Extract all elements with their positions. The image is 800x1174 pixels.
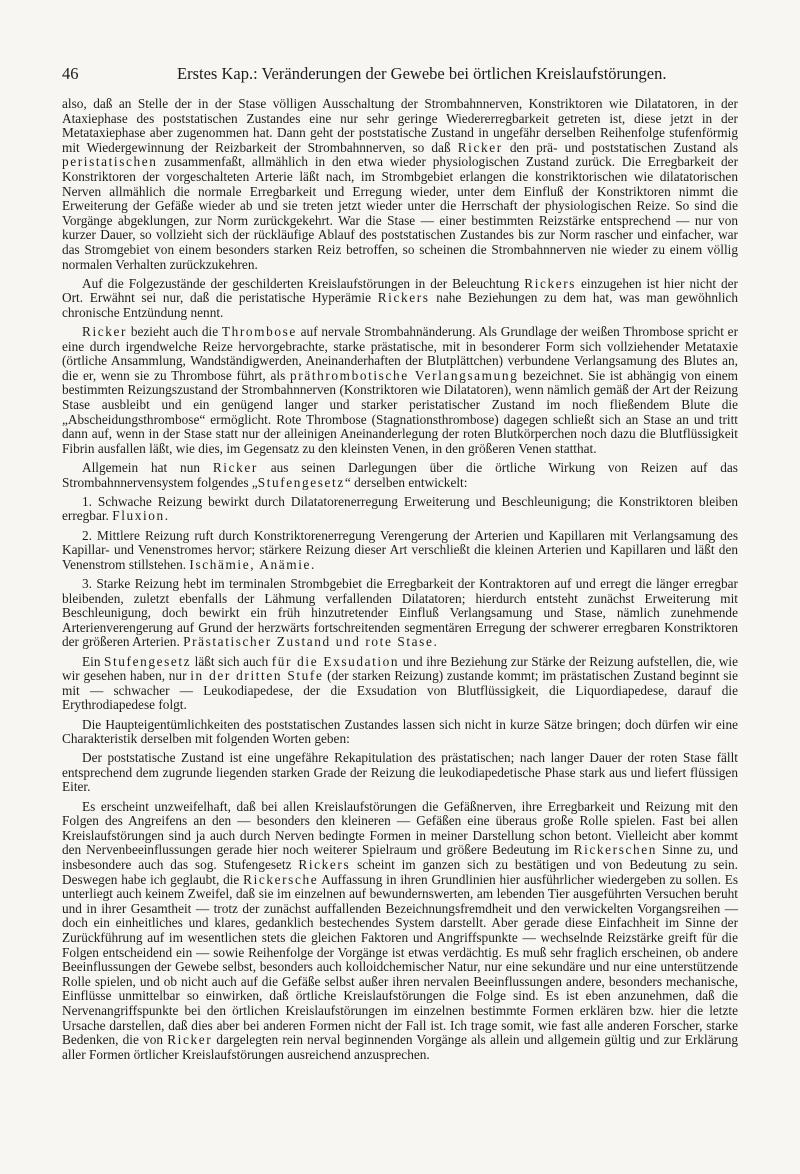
spaced-emphasis: Stufengesetz — [257, 474, 345, 490]
text-run: . — [164, 508, 169, 524]
text-run: einzugehen ist hier nicht der Ort. Erwähnt sei nur, daß die peristatische Hyperämie — [62, 275, 738, 306]
spaced-emphasis: Rickers — [377, 290, 430, 306]
text-run: zusammenfaßt, allmählich in den etwa wieder physiologischen Zustand zurück. Die Erregbarkeit der Konstriktoren der vorgeschalteten Arterie läßt nach, im Strombgebiet erlangen die konstriktorischen wie dilatatorischen Nerven allmählich die normale Erregbarkeit und Erregung wieder, unter dem Einfluß der Konstriktoren nimmt die Erweiterung der Gefäße wieder ab und sie treten jetzt wieder unter die Herrschaft der physiologischen Reize. So sind die Vorgänge abgeklungen, zur Norm zurückgekehrt. War die Stase — einer bestimmten Reizstärke entsprechend — nur von kurzer Dauer, so vollzieht sich der rückläufige Ablauf des poststatischen Zustandes bis zur Norm rascher und einfacher, war das Stromgebiet von einem besonders starken Reiz betroffen, so scheinen die Strombahnnerven nie wieder zu einem völlig normalen Verhalten zurückzukehren. — [62, 154, 738, 272]
spaced-emphasis: für die Exsudation — [271, 653, 400, 669]
text-run: Die Haupteigentümlichkeiten des poststatischen Zustandes lassen sich nicht in kurze Sätze bringen; doch dürfen wir eine Charakteristik derselben mit folgenden Worten geben: — [62, 716, 738, 747]
spaced-emphasis: in der dritten Stufe — [190, 668, 324, 684]
text-run: Es erscheint unzweifelhaft, daß bei allen Kreislaufstörungen die Gefäßnerven, ihre Erregbarkeit und Reizung mit den Folgen des Angreifens an den — besonders den kleineren — Gefäßen eine überaus große Rolle spielen. Fast bei allen Kreislaufstörungen sind ja auch durch Nerven bedingte Formen in meiner Darstellung schon betont. Vielleicht aber kommt den Nervenbeeinflussungen gerade hier noch weiterer Spielraum und größere Bedeutung im — [62, 798, 738, 858]
running-title: Erstes Kap.: Veränderungen der Gewebe bei örtlichen Kreislaufstörungen. — [177, 64, 667, 83]
spaced-emphasis: Ricker — [212, 460, 258, 476]
spaced-emphasis: Rickers — [298, 857, 351, 873]
paragraph — [62, 577, 738, 650]
text-run: scheint im ganzen sich zu bestätigen und von Bedeutung zu sein. Deswegen habe ich geglaubt, die — [62, 857, 738, 887]
text-run: Sinne zu, und insbesondere auch das sog. Stufengesetz — [62, 842, 738, 873]
spaced-emphasis: Stufengesetz — [104, 653, 192, 669]
text-run: dargelegten rein nerval beginnenden Vorgänge als allein und allgemein gültig und zur Erklärung aller Formen örtlicher Kreislaufstörungen ausreichend anzusprechen. — [62, 1032, 739, 1062]
paragraph — [62, 718, 738, 747]
text-run: den prä- und poststatischen Zustand als — [502, 139, 738, 155]
paragraph — [62, 277, 738, 321]
text-run: Der poststatische Zustand ist eine ungefähre Rekapitulation des prästatischen; nach langer Dauer der roten Stase fällt entsprechend dem zugrunde liegenden starken Grade der Reizung die leukodiapedetische Phase stark aus und liefert flüssigen Eiter. — [62, 750, 738, 795]
body-text — [62, 97, 738, 1067]
spaced-emphasis: peristatischen — [62, 154, 158, 170]
spaced-emphasis: Ischämie, Anämie — [189, 556, 312, 572]
spaced-emphasis: Rickers — [524, 275, 577, 291]
text-run: . — [311, 556, 315, 572]
spaced-emphasis: präthrombotische Verlangsamung — [290, 367, 519, 383]
text-run: Auffassung in ihren Grundlinien hier ausführlicher wiedergeben zu sollen. Es unterliegt auch keinem Zweifel, daß sie im einzelnen auf bewundernswerten, am lebenden Tier ausgeführten Versuchen beruht und in ihrer Gesamtheit — trotz der zunächst auffallenden Bezeichnungsfremdheit und den verwickelten Vorgangsreihen — doch ein einheitliches und klares, gedanklich bestechendes System darstellt. Aber gerade diese Einfachheit im Sinne der Zurückführung auf im wesentlichen stets die gleichen Faktoren und Angriffspunkte — wechselnde Reizstärke greift für die Folgen entscheidend ein — sowie Reihenfolge der Vorgänge ist etwas verdächtig. Es muß sehr fraglich erscheinen, ob andere Beeinflussungen der Gewebe selbst, besonders auch kolloidchemischer Natur, nur eine sekundäre und nur eine unterstützende Rolle spielen, und ob nicht auch auf die Gefäße selbst außer ihren nervalen Beeinflussungen andere, besonders mechanische, Einflüsse unmittelbar so einwirken, daß örtliche Kreislaufstörungen die Folge sind. Es ist eben anzunehmen, daß die Nervenangriffspunkte bei den örtlichen Kreislaufstörungen im einzelnen bestimmte Formen erklären bzw. hier die letzte Ursache darstellen, daß dies aber bei anderen Formen nicht der Fall ist. Ich trage somit, wie fast alle anderen Forscher, starke Bedenken, die von — [62, 871, 739, 1048]
paragraph — [62, 655, 738, 713]
page-number: 46 — [62, 64, 79, 83]
text-run: nahe Beziehungen zu dem hat, was man gewöhnlich chronische Entzündung nennt. — [62, 290, 739, 320]
text-run: 2. Mittlere Reizung ruft durch Konstriktorenerregung Verengerung der Arterien und Kapillaren mit Verlangsamung des Kapillar- und Venenstromes hervor; stärkere Reizung dieser Art verschließt die kleinen Arterien und Kapillaren und läßt den Venenstrom stillstehen. — [62, 527, 738, 572]
text-run: bezieht auch die — [127, 324, 222, 340]
text-run: Allgemein hat nun — [82, 460, 213, 476]
spaced-emphasis: Ricker — [82, 324, 128, 340]
text-run: . — [433, 634, 437, 650]
text-run: läßt sich auch — [191, 653, 272, 669]
spaced-emphasis: Ricker — [167, 1032, 213, 1048]
text-run: aus seinen Darlegungen über die örtliche Wirkung von Reizen auf das Strombahnnervensystem folgendes „ — [62, 460, 738, 490]
text-run: 1. Schwache Reizung bewirkt durch Dilatatorenerregung Erweiterung und Beschleunigung; die Konstriktoren bleiben erregbar. — [62, 493, 738, 524]
spaced-emphasis: Fluxion — [112, 508, 165, 524]
paragraph — [62, 97, 738, 272]
paragraph — [62, 800, 738, 1063]
text-run: Auf die Folgezustände der geschilderten Kreislaufstörungen in der Beleuchtung — [82, 275, 525, 291]
text-run: auf nervale Strombahnänderung. Als Grundlage der weißen Thrombose spricht er eine durch irgendwelche Reize hervorgebrachte, starke prästatische, mit in besonderer Form sich vollziehender Metataxie (örtliche Ansammlung, Wandständigwerden, Aneinanderhaften der Blutplättchen) verbundene Verlangsamung des Blutes an, die er, wenn sie zu Thrombose führt, als — [62, 324, 738, 383]
spaced-emphasis: Thrombose — [221, 324, 297, 340]
spaced-emphasis: Prästatischer Zustand und rote Stase — [183, 634, 434, 650]
text-run: also, daß an Stelle der in der Stase völligen Ausschaltung der Strombahnnerven, Konstriktoren wie Dilatatoren, in der Ataxiephase des poststatischen Zustandes eine nur sehr geringe Wiedererregbarkeit getreten ist, diese jetzt in der Metataxiephase aber zugenommen hat. Dann geht der poststatische Zustand in ungefähr derselben Reihenfolge stufenförmig mit Wiedergewinnung der Reizbarkeit der Strombahnnerven, so daß — [62, 96, 738, 155]
paragraph — [62, 529, 738, 573]
text-run: “ derselben entwickelt: — [344, 474, 468, 490]
spaced-emphasis: Rickersche — [243, 871, 319, 887]
text-run: (der starken Reizung) zustande kommt; im prästatischen Zustand beginnt sie mit — schwacher — Leukodiapedese, der die Exsudation von Blutflüssigkeit, die Liquordiapedese, darauf die Erythrodiapedese folgt. — [62, 668, 738, 713]
spaced-emphasis: Ricker — [457, 139, 503, 155]
text-run: Ein — [82, 653, 104, 669]
paragraph — [62, 325, 738, 456]
text-run: bezeichnet. Sie ist abhängig von einem bestimmten Reizungszustand der Strombahnnerven (Konstriktoren wie Dilatatoren), wenn nämlich gemäß der Art der Reizung Stase ausbleibt und ein genügend langer und starker peristatischer Zustand im noch fließendem Blute die „Abscheidungsthrombose“ ermöglicht. Rote Thrombose (Stagnationsthrombose) dagegen schließt sich an Stase an und tritt dann auf, wenn in der Stase statt nur der alleinigen Aneinanderlegung der roten Blutkörperchen noch dazu die Blutflüssigkeit Fibrin ausfallen läßt, wie dies, im Gegensatz zu den kleinsten Venen, in den größeren Venen statthat. — [62, 367, 738, 456]
text-run: und ihre Beziehung zur Stärke der Reizung aufstellen, die, wie wir gesehen haben, nur — [62, 653, 738, 684]
spaced-emphasis: Rickerschen — [573, 842, 657, 858]
paragraph — [62, 461, 738, 490]
text-run: 3. Starke Reizung hebt im terminalen Strombgebiet die Erregbarkeit der Kontraktoren auf und erregt die länger erregbar bleibenden, zuletzt ebenfalls der Lähmung verfallenden Dilatatoren; hierdurch entsteht zunächst Erweiterung mit Beschleunigung, doch bewirkt ein früh hinzutretender Einfluß Verlangsamung und Stase, nämlich zunehmende Arterienverengerung auf Grund der herzwärts fortschreitenden segmentären Erregung der schwerer erregbaren Konstriktoren der größeren Arterien. — [62, 575, 738, 650]
paragraph — [62, 751, 738, 795]
paragraph — [62, 495, 738, 524]
